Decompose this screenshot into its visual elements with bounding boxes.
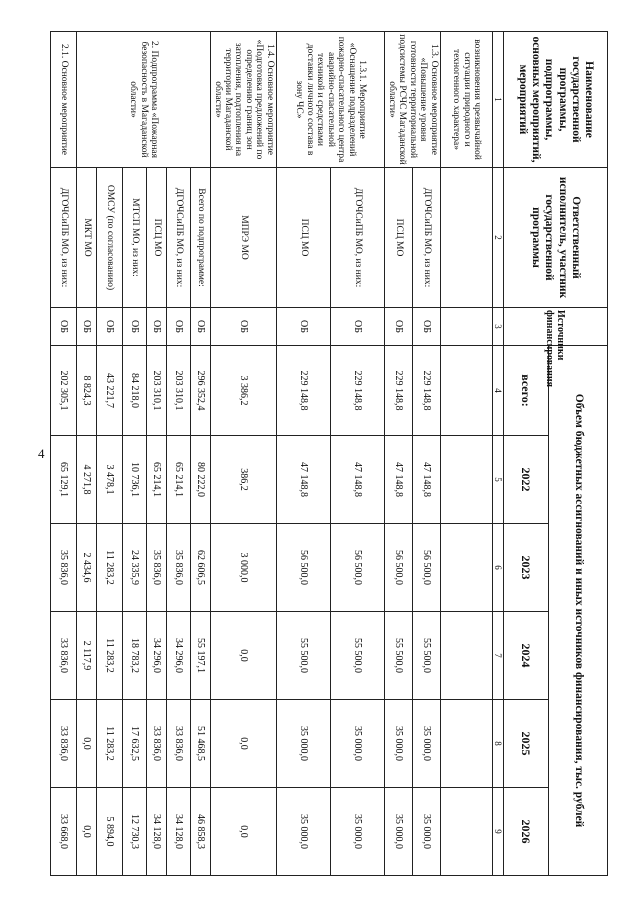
cell-executor: ДГОЧСиПБ МО, из них:	[167, 168, 191, 308]
header-name: Наименование государственной программы, подпрограммы, основных мероприятий, мероприятий	[504, 32, 608, 168]
rotated-table-container	[58, 31, 608, 875]
cell-2025: 33 836,0	[147, 700, 167, 788]
cell-2023: 56 500,0	[277, 524, 331, 612]
cell-2023: 56 500,0	[331, 524, 385, 612]
cell-name: 1.3. Основное мероприятие «Повышение уровня готовности территориальной подсистемы РСЧС Магаданской области»	[385, 32, 441, 168]
cell-executor: ПСЦ МО	[277, 168, 331, 308]
cell-2022: 80 222,0	[191, 436, 211, 524]
cell-total: 43 221,7	[97, 346, 123, 436]
cell-2025	[441, 700, 493, 788]
cell-2023: 62 606,5	[191, 524, 211, 612]
cell-source	[441, 308, 493, 346]
cell-2026: 35 000,0	[277, 788, 331, 876]
cell-total: 229 148,8	[385, 346, 413, 436]
page-number: 4	[38, 446, 45, 461]
cell-2026: 5 894,0	[97, 788, 123, 876]
header-executor: Ответственный исполнитель, участник государственной программы	[504, 168, 608, 308]
col-number: 1	[493, 32, 504, 168]
col-number: 8	[493, 700, 504, 788]
cell-source: ОБ	[277, 308, 331, 346]
cell-source: ОБ	[331, 308, 385, 346]
cell-2024: 34 296,0	[167, 612, 191, 700]
cell-2023: 24 335,9	[123, 524, 147, 612]
cell-executor: ОМСУ (по согласованию)	[97, 168, 123, 308]
cell-name: 2.1. Основное мероприятие	[51, 32, 77, 168]
cell-2023: 11 283,2	[97, 524, 123, 612]
cell-total: 3 386,2	[211, 346, 277, 436]
cell-executor: МПРЭ МО	[211, 168, 277, 308]
cell-executor: Всего по подпрограмме:	[191, 168, 211, 308]
cell-2023: 2 434,6	[77, 524, 97, 612]
cell-source: ОБ	[147, 308, 167, 346]
table-row	[51, 32, 77, 876]
cell-name: 2. Подпрограмма «Пожарная безопасность в Магаданской области»	[77, 32, 211, 168]
cell-2026: 12 730,3	[123, 788, 147, 876]
cell-2024: 55 197,1	[191, 612, 211, 700]
header-year-2023: 2023	[504, 524, 549, 612]
cell-executor	[441, 168, 493, 308]
cell-2024: 0,0	[211, 612, 277, 700]
cell-source: ОБ	[191, 308, 211, 346]
budget-table	[50, 31, 608, 876]
cell-2025: 33 836,0	[51, 700, 77, 788]
cell-2025: 0,0	[77, 700, 97, 788]
cell-executor: МТСП МО, из них:	[123, 168, 147, 308]
cell-2023	[441, 524, 493, 612]
table-row	[441, 32, 493, 876]
cell-total: 229 148,8	[277, 346, 331, 436]
cell-source: ОБ	[123, 308, 147, 346]
cell-name: возникновения чрезвычайной ситуации природного и техногенного характера»	[441, 32, 493, 168]
cell-total: 202 305,1	[51, 346, 77, 436]
cell-2025: 11 283,2	[97, 700, 123, 788]
cell-2022	[441, 436, 493, 524]
cell-2023: 3 000,0	[211, 524, 277, 612]
header-year-2024: 2024	[504, 612, 549, 700]
cell-total: 229 148,8	[331, 346, 385, 436]
cell-2024: 11 283,2	[97, 612, 123, 700]
cell-2024: 33 836,0	[51, 612, 77, 700]
cell-total: 296 352,4	[191, 346, 211, 436]
cell-2026: 35 000,0	[385, 788, 413, 876]
cell-2025: 51 468,5	[191, 700, 211, 788]
cell-source: ОБ	[97, 308, 123, 346]
cell-2022: 65 214,1	[147, 436, 167, 524]
header-year-2026: 2026	[504, 788, 549, 876]
cell-2024: 18 783,2	[123, 612, 147, 700]
cell-2024: 55 500,0	[331, 612, 385, 700]
cell-2022: 47 148,8	[385, 436, 413, 524]
cell-2023: 35 836,0	[51, 524, 77, 612]
cell-2024: 55 500,0	[385, 612, 413, 700]
cell-source: ОБ	[51, 308, 77, 346]
cell-2026	[441, 788, 493, 876]
cell-2022: 10 736,1	[123, 436, 147, 524]
col-number: 3	[493, 308, 504, 346]
cell-2025: 33 836,0	[167, 700, 191, 788]
header-year-2022: 2022	[504, 436, 549, 524]
cell-executor: ПСЦ МО	[385, 168, 413, 308]
col-number: 2	[493, 168, 504, 308]
cell-executor: МКТ МО	[77, 168, 97, 308]
cell-2025: 35 000,0	[331, 700, 385, 788]
cell-2023: 35 836,0	[147, 524, 167, 612]
cell-2022: 65 214,1	[167, 436, 191, 524]
cell-2023: 35 836,0	[167, 524, 191, 612]
cell-2022: 3 478,1	[97, 436, 123, 524]
table-row	[191, 32, 211, 876]
cell-total: 203 310,1	[147, 346, 167, 436]
cell-source: ОБ	[167, 308, 191, 346]
table-row	[211, 32, 277, 876]
cell-total: 8 824,3	[77, 346, 97, 436]
cell-2026: 33 668,0	[51, 788, 77, 876]
cell-2025: 0,0	[211, 700, 277, 788]
cell-executor: ДГОЧСиПБ МО, из них:	[413, 168, 441, 308]
col-number: 4	[493, 346, 504, 436]
cell-2026: 34 128,0	[147, 788, 167, 876]
cell-2025: 17 632,5	[123, 700, 147, 788]
cell-source: ОБ	[413, 308, 441, 346]
cell-source: ОБ	[211, 308, 277, 346]
cell-2022: 65 129,1	[51, 436, 77, 524]
cell-2022: 4 271,8	[77, 436, 97, 524]
cell-2024: 2 117,9	[77, 612, 97, 700]
cell-2026: 34 128,0	[167, 788, 191, 876]
col-number: 7	[493, 612, 504, 700]
cell-2022: 47 148,8	[331, 436, 385, 524]
cell-2022: 47 148,8	[413, 436, 441, 524]
cell-total: 229 148,8	[413, 346, 441, 436]
cell-2026: 35 000,0	[413, 788, 441, 876]
cell-executor: ДГОЧСиПБ МО, из них:	[51, 168, 77, 308]
cell-2026: 46 858,3	[191, 788, 211, 876]
cell-name: 1.3.1. Мероприятие «Оснащение подразделений пожарно-спасательного центра аварийно-спасательной техникой и средствами доставки личного состава в зону ЧС»	[277, 32, 385, 168]
col-number: 5	[493, 436, 504, 524]
cell-2022: 386,2	[211, 436, 277, 524]
cell-2024: 34 296,0	[147, 612, 167, 700]
header-source: Источники финансирования	[504, 308, 608, 346]
cell-2025: 35 000,0	[385, 700, 413, 788]
cell-2025: 35 000,0	[277, 700, 331, 788]
table-row	[413, 32, 441, 876]
table-row	[331, 32, 385, 876]
cell-2026: 0,0	[211, 788, 277, 876]
cell-source: ОБ	[385, 308, 413, 346]
header-year-total: всего:	[504, 346, 549, 436]
cell-2025: 35 000,0	[413, 700, 441, 788]
cell-source: ОБ	[77, 308, 97, 346]
cell-2026: 35 000,0	[331, 788, 385, 876]
cell-total: 203 310,1	[167, 346, 191, 436]
cell-2022: 47 148,8	[277, 436, 331, 524]
cell-2023: 56 500,0	[385, 524, 413, 612]
cell-total	[441, 346, 493, 436]
cell-2024	[441, 612, 493, 700]
header-funding: Объем бюджетных ассигнований и иных источников финансирования, тыс. рублей	[549, 346, 608, 876]
cell-executor: ПСЦ МО	[147, 168, 167, 308]
cell-name: 1.4. Основное мероприятие «Подготовка предложений по определению границ зон затопления, подтопления на территории Магаданской области»	[211, 32, 277, 168]
cell-2024: 55 500,0	[413, 612, 441, 700]
col-number: 9	[493, 788, 504, 876]
cell-2024: 55 500,0	[277, 612, 331, 700]
col-number: 6	[493, 524, 504, 612]
cell-2026: 0,0	[77, 788, 97, 876]
cell-2023: 56 500,0	[413, 524, 441, 612]
cell-executor: ДГОЧСиПБ МО, из них:	[331, 168, 385, 308]
header-year-2025: 2025	[504, 700, 549, 788]
cell-total: 84 218,0	[123, 346, 147, 436]
